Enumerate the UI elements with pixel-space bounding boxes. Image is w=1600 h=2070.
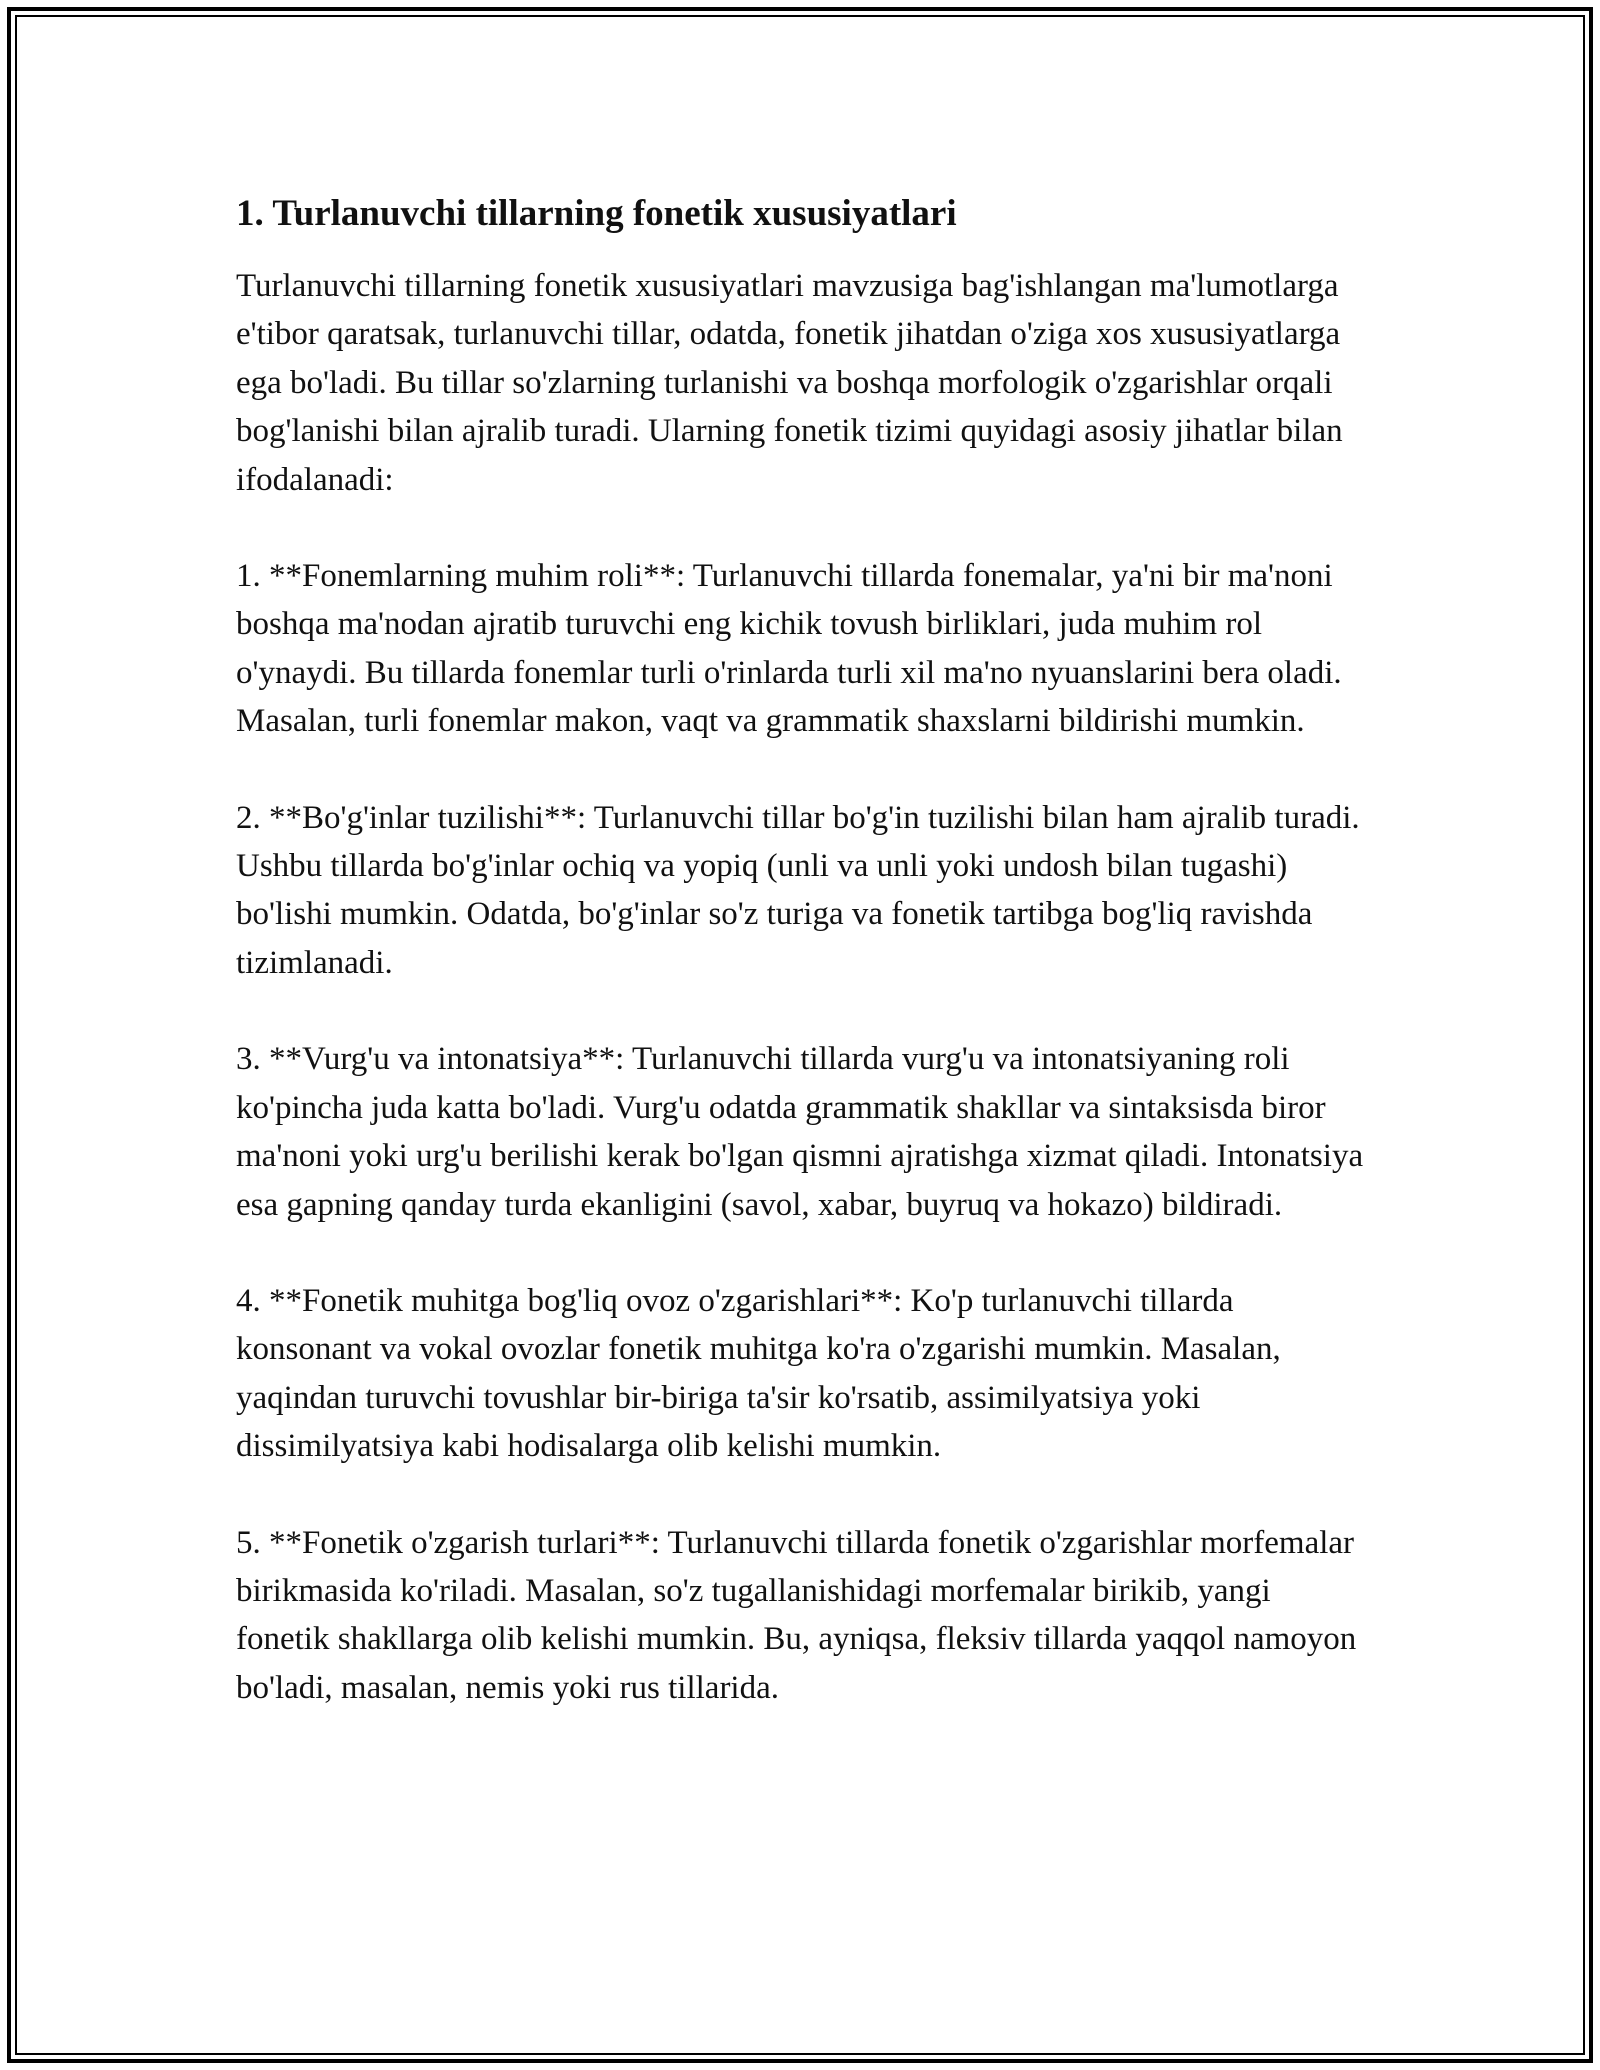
paragraph-sound-changes: 4. **Fonetik muhitga bog'liq ovoz o'zgarishlari**: Ko'p turlanuvchi tillarda konsonant va vokal ovozlar fonetik muhitga ko'ra o'zgarishi mumkin. Masalan, yaqindan turuvchi tovushlar bir-biriga ta'sir ko'rsatib, assimilyatsiya yoki dissimilyatsiya kabi hodisalarga olib kelishi mumkin.: [236, 1282, 1281, 1465]
section-title: 1. Turlanuvchi tillarning fonetik xususiyatlari: [236, 193, 957, 234]
intro-paragraph: Turlanuvchi tillarning fonetik xususiyatlari mavzusiga bag'ishlangan ma'lumotlarga e'tibor qaratsak, turlanuvchi tillar, odatda, fonetik jihatdan o'ziga xos xususiyatlarga ega bo'ladi. Bu tillar so'zlarning turlanishi va boshqa morfologik o'zgarishlar orqali bog'lanishi bilan ajralib turadi. Ularning fonetik tizimi quyidagi asosiy jihatlar bilan ifodalanadi:: [236, 268, 1343, 498]
paragraph-change-types: 5. **Fonetik o'zgarish turlari**: Turlanuvchi tillarda fonetik o'zgarishlar morfemalar birikmasida ko'riladi. Masalan, so'z tugallanishidagi morfemalar birikib, yangi fonetik shakllarga olib kelishi mumkin. Bu, ayniqsa, fleksiv tillarda yaqqol namoyon bo'ladi, masalan, nemis yoki rus tillarida.: [236, 1524, 1357, 1706]
paragraph-phonemes: 1. **Fonemlarning muhim roli**: Turlanuvchi tillarda fonemalar, ya'ni bir ma'noni boshqa ma'nodan ajratib turuvchi eng kichik tovush birliklari, juda muhim rol o'ynaydi. Bu tillarda fonemlar turli o'rinlarda turli xil ma'no nyuanslarini bera oladi. Masalan, turli fonemlar makon, vaqt va grammatik shaxslarni bildirishi mumkin.: [236, 558, 1342, 740]
document-body: [236, 188, 1366, 1760]
paragraph-stress-intonation: 3. **Vurg'u va intonatsiya**: Turlanuvchi tillarda vurg'u va intonatsiyaning roli ko'pincha juda katta bo'ladi. Vurg'u odatda grammatik shakllar va sintaksisda biror ma'noni yoki urg'u berilishi kerak bo'lgan qismni ajratishga xizmat qiladi. Intonatsiya esa gapning qanday turda ekanligini (savol, xabar, buyruq va hokazo) bildiradi.: [236, 1041, 1364, 1223]
paragraph-syllables: 2. **Bo'g'inlar tuzilishi**: Turlanuvchi tillar bo'g'in tuzilishi bilan ham ajralib turadi. Ushbu tillarda bo'g'inlar ochiq va yopiq (unli va unli yoki undosh bilan tugashi) bo'lishi mumkin. Odatda, bo'g'inlar so'z turiga va fonetik tartibga bog'liq ravishda tizimlanadi.: [236, 799, 1360, 981]
